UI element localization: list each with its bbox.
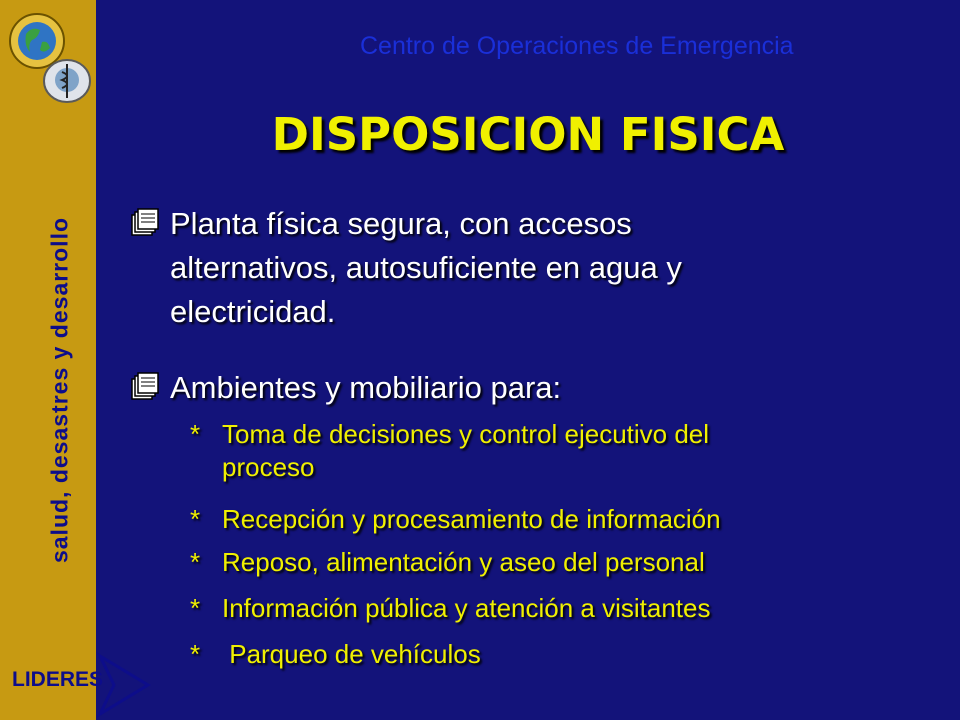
subitem-4: [190, 592, 711, 625]
subitem-3: [190, 546, 705, 579]
bullet-line: electricidad.: [170, 294, 336, 329]
subitem-1: [190, 418, 709, 484]
notebook-icon: [128, 207, 160, 239]
subitem-line: Información pública y atención a visitantes: [222, 593, 711, 623]
subitem-star: *: [190, 547, 201, 577]
bullet-line: Planta física segura, con accesos: [170, 206, 632, 241]
bullet-line: alternativos, autosuficiente en agua y: [170, 250, 682, 285]
bullet-line: Ambientes y mobiliario para:: [170, 370, 562, 405]
header-text: Centro de Operaciones de Emergencia: [360, 32, 794, 60]
notebook-icon: [128, 371, 160, 403]
subitem-star: *: [190, 419, 201, 449]
subitem-2: [190, 503, 721, 536]
subitem-star: *: [190, 504, 201, 534]
lideres-logo: LIDERES: [12, 668, 104, 691]
bullet-text-1: [170, 202, 682, 334]
subitem-line: Parqueo de vehículos: [222, 639, 481, 669]
who-emblem-logo: [42, 58, 92, 104]
subitem-5: [190, 638, 481, 671]
subitem-line: Reposo, alimentación y aseo del personal: [222, 547, 705, 577]
subitem-star: *: [190, 639, 201, 669]
bullet-text-2: [170, 366, 561, 410]
arrow-outline-icon: [96, 652, 154, 718]
subitem-line: Toma de decisiones y control ejecutivo del: [222, 419, 710, 449]
sidebar-text: salud, desastres y desarrollo: [46, 216, 73, 564]
subitem-star: *: [190, 593, 201, 623]
slide-title: DISPOSICION FISICA: [271, 108, 785, 161]
subitem-line: proceso: [222, 452, 315, 482]
subitem-line: Recepción y procesamiento de información: [222, 504, 721, 534]
